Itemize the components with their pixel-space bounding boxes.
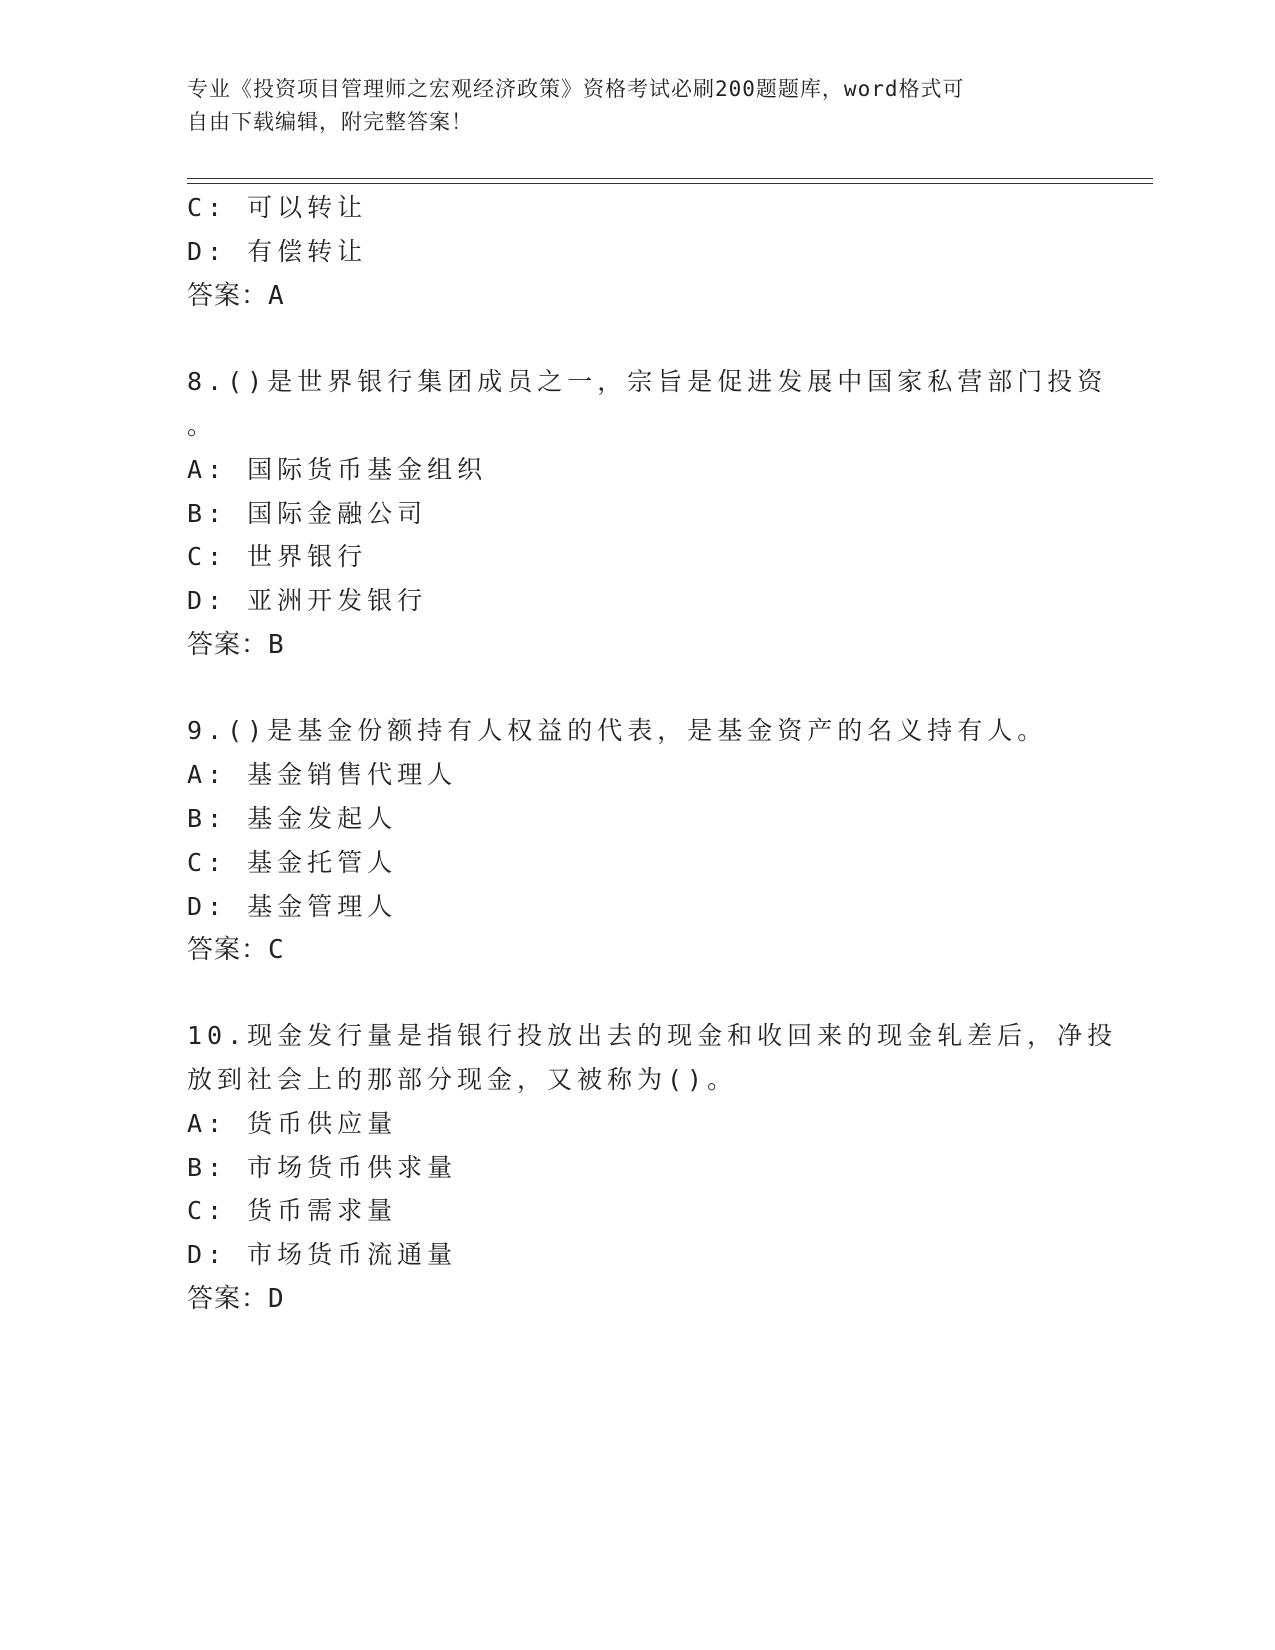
answer-value: C xyxy=(268,935,285,965)
header-divider-bottom xyxy=(187,183,1153,184)
q7-option-d: D: 有偿转让 xyxy=(187,237,368,266)
q10-option-c: C: 货币需求量 xyxy=(187,1196,398,1225)
q10-stem-line-1: 10.现金发行量是指银行投放出去的现金和收回来的现金轧差后，净投 xyxy=(187,1021,1118,1050)
q8-option-c: C: 世界银行 xyxy=(187,542,368,571)
q8-stem-line-1: 8.()是世界银行集团成员之一，宗旨是促进发展中国家私营部门投资 xyxy=(187,367,1108,396)
q8-option-a: A: 国际货币基金组织 xyxy=(187,455,488,484)
answer-label: 答案： xyxy=(187,630,269,660)
q9-stem-line-1: 9.()是基金份额持有人权益的代表，是基金资产的名义持有人。 xyxy=(187,716,1048,745)
answer-value: D xyxy=(268,1284,285,1314)
q9-option-b: B: 基金发起人 xyxy=(187,804,398,833)
q9-option-a: A: 基金销售代理人 xyxy=(187,760,458,789)
q10-option-a: A: 货币供应量 xyxy=(187,1109,398,1138)
document-header xyxy=(187,73,1087,139)
q8-answer xyxy=(187,630,285,660)
q10-stem-line-2: 放到社会上的那部分现金，又被称为()。 xyxy=(187,1065,738,1094)
answer-value: B xyxy=(268,630,285,660)
answer-label: 答案： xyxy=(187,281,269,311)
q7-option-c: C: 可以转让 xyxy=(187,193,368,222)
header-divider-top xyxy=(187,178,1153,179)
answer-label: 答案： xyxy=(187,935,269,965)
q8-option-d: D: 亚洲开发银行 xyxy=(187,586,428,615)
q8-option-b: B: 国际金融公司 xyxy=(187,499,428,528)
header-line-1: 专业《投资项目管理师之宏观经济政策》资格考试必刷200题题库，word格式可 xyxy=(187,77,965,101)
answer-value: A xyxy=(268,281,285,311)
q10-option-b: B: 市场货币供求量 xyxy=(187,1153,458,1182)
q7-answer xyxy=(187,281,285,311)
header-line-2: 自由下载编辑，附完整答案！ xyxy=(187,110,473,134)
answer-label: 答案： xyxy=(187,1284,269,1314)
q9-answer xyxy=(187,935,285,965)
q9-option-d: D: 基金管理人 xyxy=(187,892,398,921)
q8-stem-line-2: 。 xyxy=(187,411,218,440)
q9-option-c: C: 基金托管人 xyxy=(187,848,398,877)
q10-option-d: D: 市场货币流通量 xyxy=(187,1240,458,1269)
q10-answer xyxy=(187,1284,285,1314)
